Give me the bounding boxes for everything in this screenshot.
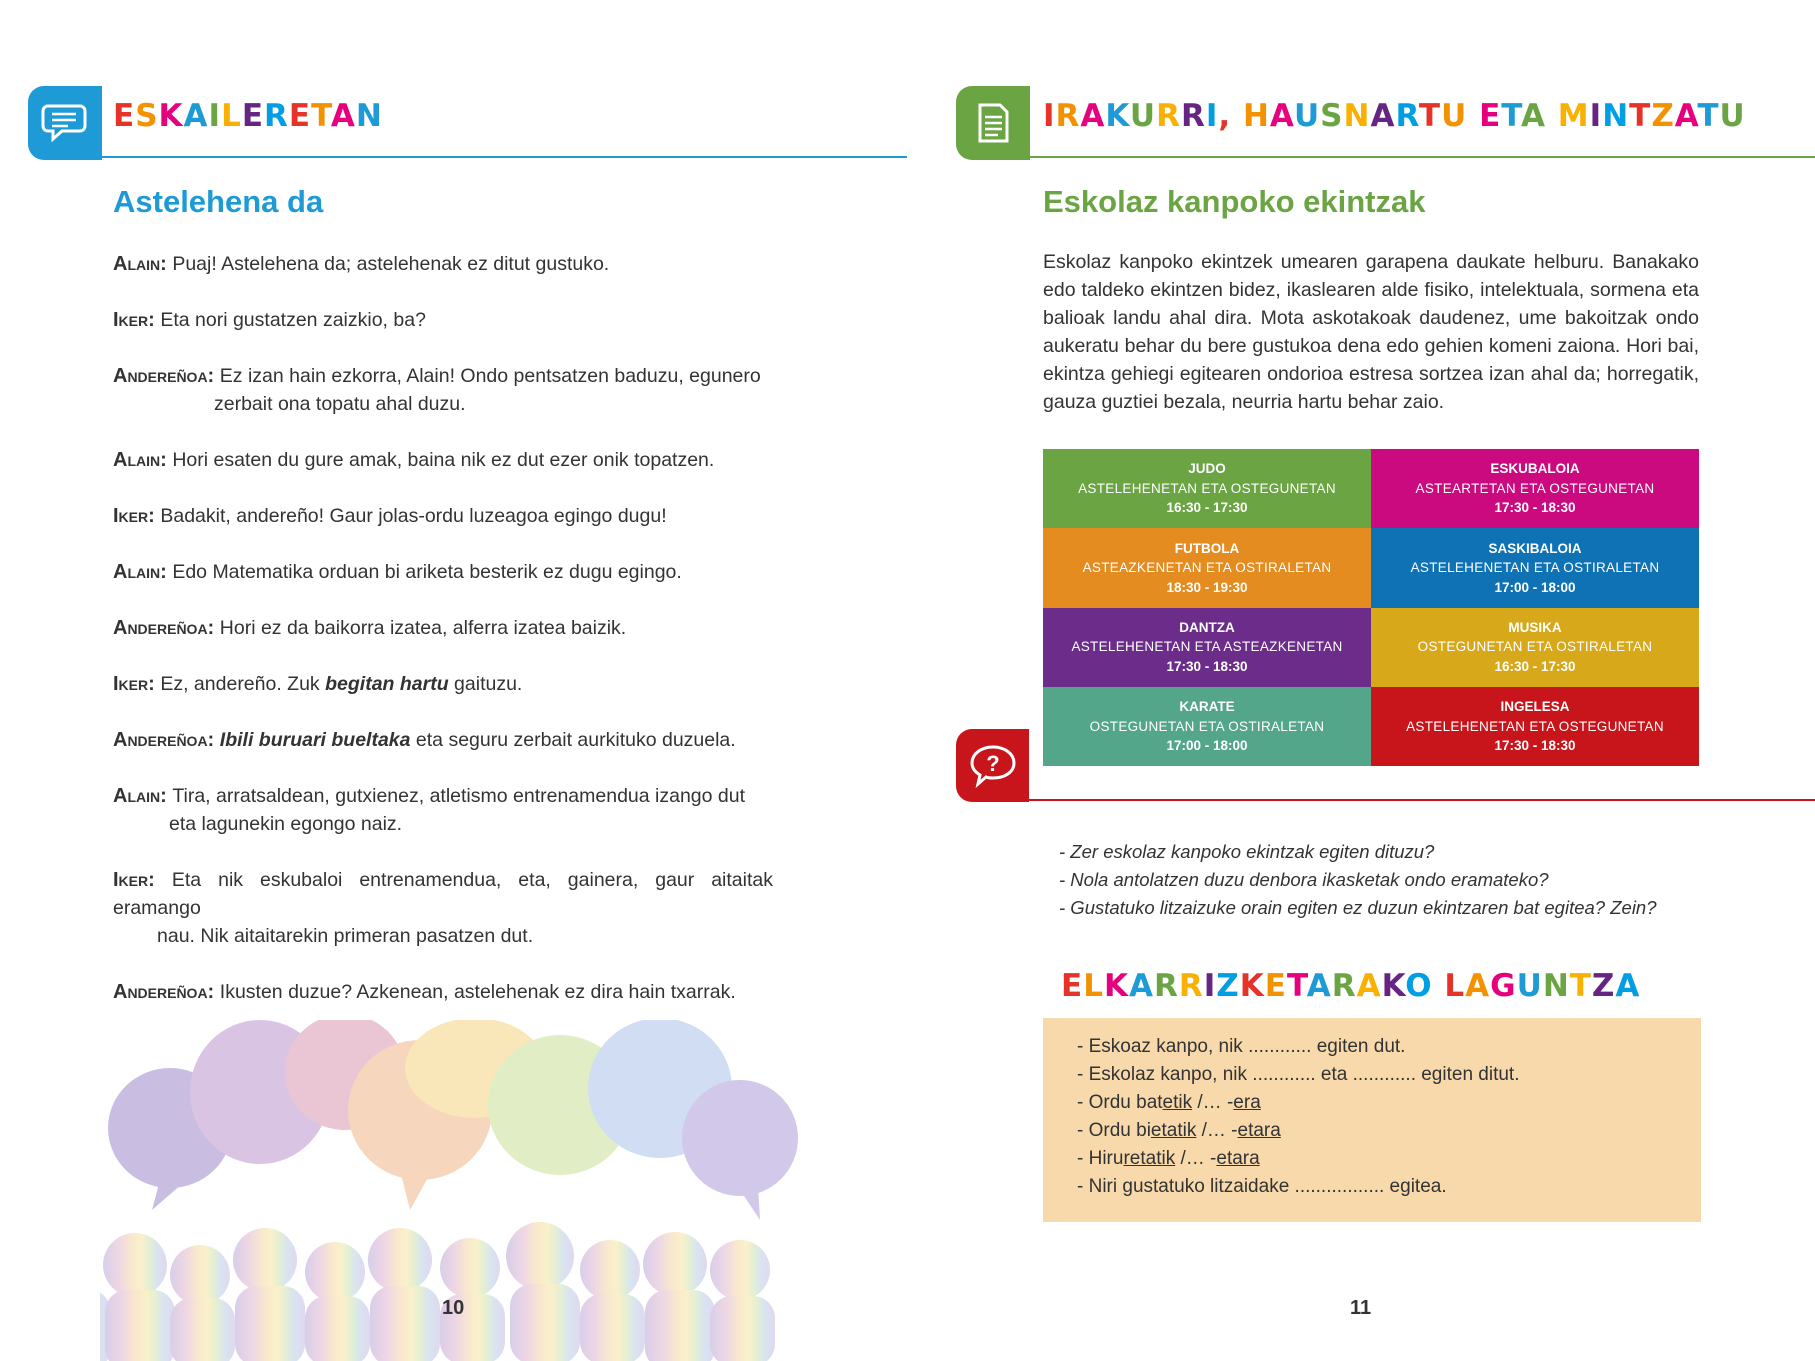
intro-paragraph: Eskolaz kanpoko ekintzek umearen garapena daukate helburu. Banakako edo taldeko ekintzen bidez, ikaslearen alde fisiko, intelektuala, sormena eta balioak landu ahal dira. Mota askotakoak daudenez, ume bakoitzak ondo aukeratu behar du bere gustukoa dena edo gehien komeni zaiona. Hori bai, ekintza gehiegi egitearen ondorioa estresa sortzea izan ahal da; horregatik, gauza guztiei bezala, neurria hartu behar zaio.: [1043, 251, 1699, 413]
speaker-name: Iker:: [113, 673, 161, 695]
dialogue-line: [113, 502, 773, 530]
activity-cell: [1043, 608, 1371, 687]
page-subtitle: Astelehena da: [113, 184, 324, 219]
question-bubble-icon: [956, 729, 1029, 802]
activity-cell: [1371, 608, 1699, 687]
activity-days: ASTEARTETAN ETA OSTEGUNETAN: [1415, 480, 1655, 496]
dialogue-text: zerbait ona topatu ahal duzu.: [214, 393, 466, 415]
svg-text:?: ?: [985, 750, 1000, 776]
dialogue-text: Puaj! Astelehena da; astelehenak ez ditut gustuko.: [172, 253, 610, 275]
help-line: - Ordu batetik /… -era: [1077, 1092, 1261, 1113]
dialogue-line: [113, 362, 773, 418]
dialogue-line: [113, 250, 773, 278]
dialogue-line: [113, 446, 773, 474]
section-title-irakurri: IRAKURRI, HAUSNARTU ETA MINTZATU: [1043, 98, 1746, 134]
activity-time: 17:30 - 18:30: [1494, 500, 1576, 516]
speaker-name: Alain:: [113, 449, 173, 471]
activity-name: ESKUBALOIA: [1490, 461, 1580, 477]
activity-days: OSTEGUNETAN ETA OSTIRALETAN: [1089, 718, 1325, 734]
dialogue-text: Eta nori gustatzen zaizkio, ba?: [160, 309, 426, 331]
activity-time: 17:00 - 18:00: [1494, 579, 1576, 595]
dialogue-text: gaituzu.: [448, 673, 523, 695]
activity-days: ASTELEHENETAN ETA ASTEAZKENETAN: [1071, 639, 1343, 655]
activity-name: INGELESA: [1500, 699, 1570, 715]
dialogue-line: [113, 726, 773, 754]
speaker-name: Alain:: [113, 785, 173, 807]
activity-name: KARATE: [1179, 699, 1235, 715]
help-phrases: [1077, 1033, 1519, 1201]
activity-name: SASKIBALOIA: [1488, 540, 1582, 556]
activity-cell: [1043, 528, 1371, 607]
dialogue-text: Hori ez da baikorra izatea, alferra izatea baizik.: [219, 617, 627, 639]
help-line: - Eskoaz kanpo, nik ............ egiten dut.: [1077, 1036, 1406, 1057]
dialogue-text: Edo Matematika orduan bi ariketa besterik ez dugu egingo.: [172, 561, 682, 583]
dialogue-text: Ikusten duzue? Azkenean, astelehenak ez dira hain txarrak.: [219, 981, 736, 1003]
dialogue-line: [113, 866, 773, 950]
dialogue-text: nau. Nik aitaitarekin primeran pasatzen dut.: [157, 925, 534, 947]
dialogue-line: [113, 614, 773, 642]
help-line: - Ordu bietatik /… -etara: [1077, 1120, 1281, 1141]
header-rule: [102, 156, 907, 158]
speaker-name: Andereñoa:: [113, 617, 220, 639]
dialogue-text: Hori esaten du gure amak, baina nik ez dut ezer onik topatzen.: [172, 449, 715, 471]
right-page: [907, 0, 1815, 1361]
speaker-name: Iker:: [113, 869, 172, 891]
speech-bubble-icon: [28, 86, 102, 160]
question-item: - Gustatuko litzaizuke orain egiten ez duzun ekintzaren bat egitea? Zein?: [1059, 897, 1657, 918]
dialogue-text: eta seguru zerbait aurkituko duzuela.: [410, 729, 736, 751]
header-rule: [1030, 156, 1815, 158]
activities-table: [1043, 449, 1699, 766]
emphasis-text: begitan hartu: [325, 673, 449, 695]
help-line: - Hiruretatik /… -etara: [1077, 1148, 1260, 1169]
question-item: - Nola antolatzen duzu denbora ikasketak ondo eramateko?: [1059, 869, 1549, 890]
section-title-eskaileretan: ESKAILERETAN: [113, 98, 383, 134]
page-number: 10: [442, 1297, 465, 1319]
activity-days: ASTELEHENETAN ETA OSTEGUNETAN: [1406, 718, 1664, 734]
dialogue-line: [113, 978, 773, 1006]
activity-name: FUTBOLA: [1174, 540, 1240, 556]
speaker-name: Iker:: [113, 505, 161, 527]
dialogue-text: eta lagunekin egongo naiz.: [169, 813, 403, 835]
question-item: - Zer eskolaz kanpoko ekintzak egiten dituzu?: [1059, 841, 1435, 862]
document-icon: [956, 86, 1030, 160]
speaker-name: Alain:: [113, 253, 173, 275]
activity-days: ASTELEHENETAN ETA OSTIRALETAN: [1410, 560, 1660, 576]
speaker-name: Iker:: [113, 309, 161, 331]
activity-cell: [1371, 449, 1699, 528]
help-line: - Eskolaz kanpo, nik ............ eta ............ egiten ditut.: [1077, 1064, 1520, 1085]
activity-cell: [1371, 528, 1699, 607]
activity-cell: [1371, 687, 1699, 766]
speaker-name: Andereñoa:: [113, 729, 220, 751]
emphasis-text: Ibili buruari bueltaka: [219, 729, 411, 751]
questions-list: [1059, 838, 1657, 922]
dialogue-text: Tira, arratsaldean, gutxienez, atletismo entrenamendua izango dut: [172, 785, 746, 807]
dialogue-text: Ez, andereño. Zuk: [160, 673, 326, 695]
activity-time: 17:30 - 18:30: [1166, 658, 1248, 674]
dialogue-text: Ez izan hain ezkorra, Alain! Ondo pentsatzen baduzu, egunero: [219, 365, 761, 387]
page-subtitle: Eskolaz kanpoko ekintzak: [1043, 184, 1426, 219]
activity-name: DANTZA: [1179, 619, 1235, 635]
questions-rule: [1029, 799, 1815, 801]
activity-time: 18:30 - 19:30: [1166, 579, 1248, 595]
activity-time: 16:30 - 17:30: [1166, 500, 1248, 516]
activity-cell: [1043, 687, 1371, 766]
dialogue-line: [113, 782, 773, 838]
activity-days: ASTEAZKENETAN ETA OSTIRALETAN: [1082, 560, 1332, 576]
dialogue-text: Badakit, andereño! Gaur jolas-ordu luzeagoa egingo dugu!: [160, 505, 667, 527]
dialogue-line: [113, 558, 773, 586]
page-number: 11: [1350, 1297, 1372, 1319]
activity-days: ASTELEHENETAN ETA OSTEGUNETAN: [1078, 480, 1336, 496]
help-title: ELKARRIZKETARAKO LAGUNTZA: [1061, 968, 1641, 1004]
activity-name: JUDO: [1188, 461, 1226, 477]
speaker-name: Andereñoa:: [113, 981, 220, 1003]
activity-days: OSTEGUNETAN ETA OSTIRALETAN: [1417, 639, 1653, 655]
speaker-name: Alain:: [113, 561, 173, 583]
activity-time: 17:30 - 18:30: [1494, 738, 1576, 754]
dialogue-line: [113, 306, 773, 334]
activity-cell: [1043, 449, 1371, 528]
help-line: - Niri gustatuko litzaidake ................. egitea.: [1077, 1176, 1447, 1197]
dialogue-text: Eta nik eskubaloi entrenamendua, eta, gainera, gaur aitaitak eramango: [113, 869, 773, 919]
activity-time: 17:00 - 18:00: [1166, 738, 1248, 754]
left-page: [0, 0, 907, 1361]
speaker-name: Andereñoa:: [113, 365, 220, 387]
activity-name: MUSIKA: [1508, 619, 1562, 635]
dialogue-line: [113, 670, 773, 698]
dialogue: [113, 250, 773, 1034]
activity-time: 16:30 - 17:30: [1494, 658, 1576, 674]
